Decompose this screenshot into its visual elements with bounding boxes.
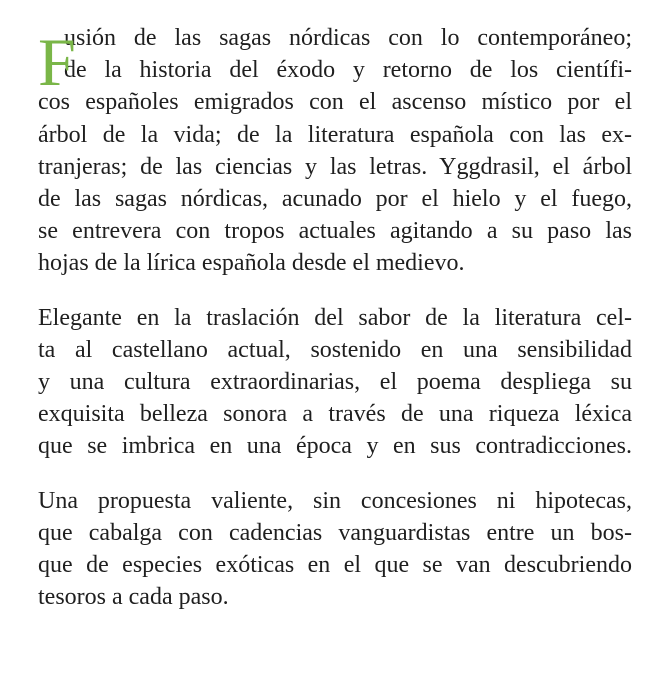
text-line: Una propuesta valiente, sin concesiones ni hipotecas, xyxy=(38,487,632,514)
text-line: y una cultura extraordinarias, el poema despliega su xyxy=(38,369,632,396)
paragraph-3 xyxy=(38,485,632,614)
text-line: Elegante en la traslación del sabor de la literatura cel- xyxy=(38,304,632,331)
text-line: de las sagas nórdicas, acunado por el hielo y el fuego, xyxy=(38,186,632,213)
text-line: se entrevera con tropos actuales agitando a su paso las xyxy=(38,218,632,245)
text-line: de la historia del éxodo y retorno de los científi- xyxy=(64,57,632,84)
text-line: usión de las sagas nórdicas con lo contemporáneo; xyxy=(64,25,632,51)
text-line: árbol de la vida; de la literatura española con las ex- xyxy=(38,121,632,148)
text-line: que de especies exóticas en el que se van descubriendo xyxy=(38,552,632,579)
text-line: ta al castellano actual, sostenido en una sensibilidad xyxy=(38,336,632,363)
paragraph-2 xyxy=(38,302,632,463)
text-line: exquisita belleza sonora a través de una riqueza léxica xyxy=(38,401,632,428)
text-line: hojas de la lírica española desde el medievo. xyxy=(38,250,465,277)
text-line: que se imbrica en una época y en sus contradicciones. xyxy=(38,433,632,460)
text-line: tesoros a cada paso. xyxy=(38,584,229,611)
text-line: cos españoles emigrados con el ascenso místico por el xyxy=(38,89,632,116)
paragraph-1 xyxy=(38,22,632,280)
text-line: que cabalga con cadencias vanguardistas entre un bos- xyxy=(38,519,632,546)
drop-cap-letter: F xyxy=(38,24,76,100)
text-line: tranjeras; de las ciencias y las letras. Yggdrasil, el árbol xyxy=(38,153,632,180)
